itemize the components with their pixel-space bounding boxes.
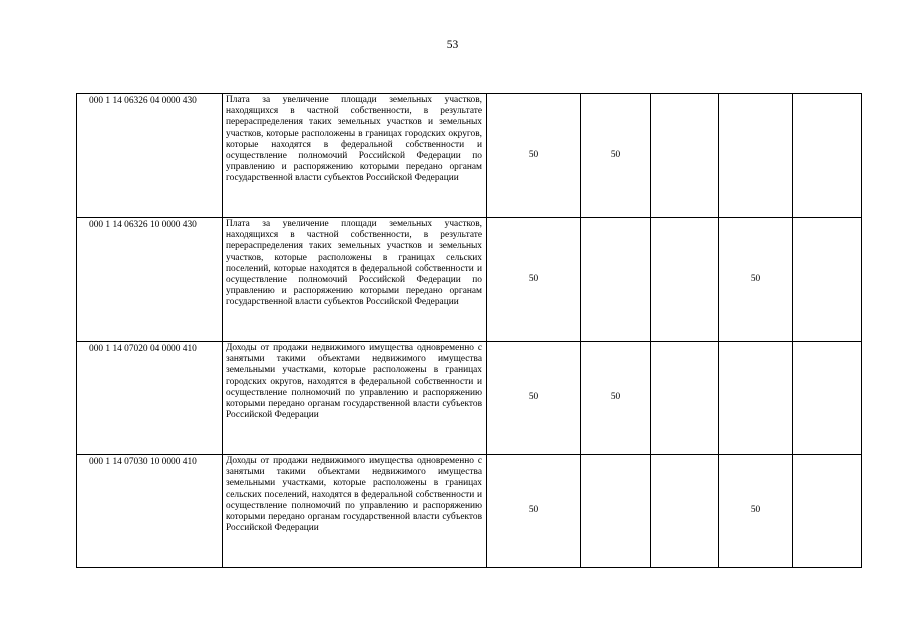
description-cell: Доходы от продажи недвижимого имущества одновременно с занятыми такими объектами недвижимого имущества земельными участками, которые расположены в границах городских округов, находятся в федеральной собственности и осуществление полномочий по управлению и распоряжению которыми передано органам государственной власти субъектов Российской Федерации (223, 342, 487, 455)
page-number: 53 (446, 39, 459, 51)
budget-code-cell: 000 1 14 06326 04 0000 430 (77, 94, 223, 218)
value-cell (651, 94, 719, 218)
budget-code-cell: 000 1 14 06326 10 0000 430 (77, 218, 223, 342)
value-cell (793, 455, 862, 568)
table-row (77, 218, 862, 342)
value-cell: 50 (581, 342, 651, 455)
value-cell: 50 (487, 218, 581, 342)
value-cell (793, 342, 862, 455)
value-cell (581, 218, 651, 342)
description-cell: Доходы от продажи недвижимого имущества одновременно с занятыми такими объектами недвижимого имущества земельными участками, которые расположены в границах сельских поселений, находятся в федеральной собственности и осуществление полномочий по управлению и распоряжению которыми передано органам государственной власти субъектов Российской Федерации (223, 455, 487, 568)
table-row (77, 94, 862, 218)
value-cell: 50 (719, 218, 793, 342)
value-cell (651, 342, 719, 455)
description-cell: Плата за увеличение площади земельных участков, находящихся в частной собственности, в результате перераспределения таких земельных участков и земельных участков, которые расположены в границах городских округов, которые находятся в федеральной собственности и осуществление полномочий Российской Федерации по управлению и распоряжению которыми передано органам государственной власти субъектов Российской Федерации (223, 94, 487, 218)
value-cell: 50 (487, 342, 581, 455)
value-cell (719, 342, 793, 455)
budget-code-cell: 000 1 14 07030 10 0000 410 (77, 455, 223, 568)
value-cell: 50 (581, 94, 651, 218)
value-cell (651, 455, 719, 568)
table-row (77, 455, 862, 568)
value-cell (719, 94, 793, 218)
budget-table (76, 93, 862, 568)
value-cell: 50 (487, 455, 581, 568)
value-cell (793, 94, 862, 218)
value-cell (793, 218, 862, 342)
description-cell: Плата за увеличение площади земельных участков, находящихся в частной собственности, в результате перераспределения таких земельных участков и земельных участков, которые расположены в границах сельских поселений, которые находятся в федеральной собственности и осуществление полномочий Российской Федерации по управлению и распоряжению которыми передано органам государственной власти субъектов Российской Федерации (223, 218, 487, 342)
value-cell: 50 (719, 455, 793, 568)
value-cell (651, 218, 719, 342)
budget-code-cell: 000 1 14 07020 04 0000 410 (77, 342, 223, 455)
value-cell: 50 (487, 94, 581, 218)
value-cell (581, 455, 651, 568)
table-row (77, 342, 862, 455)
